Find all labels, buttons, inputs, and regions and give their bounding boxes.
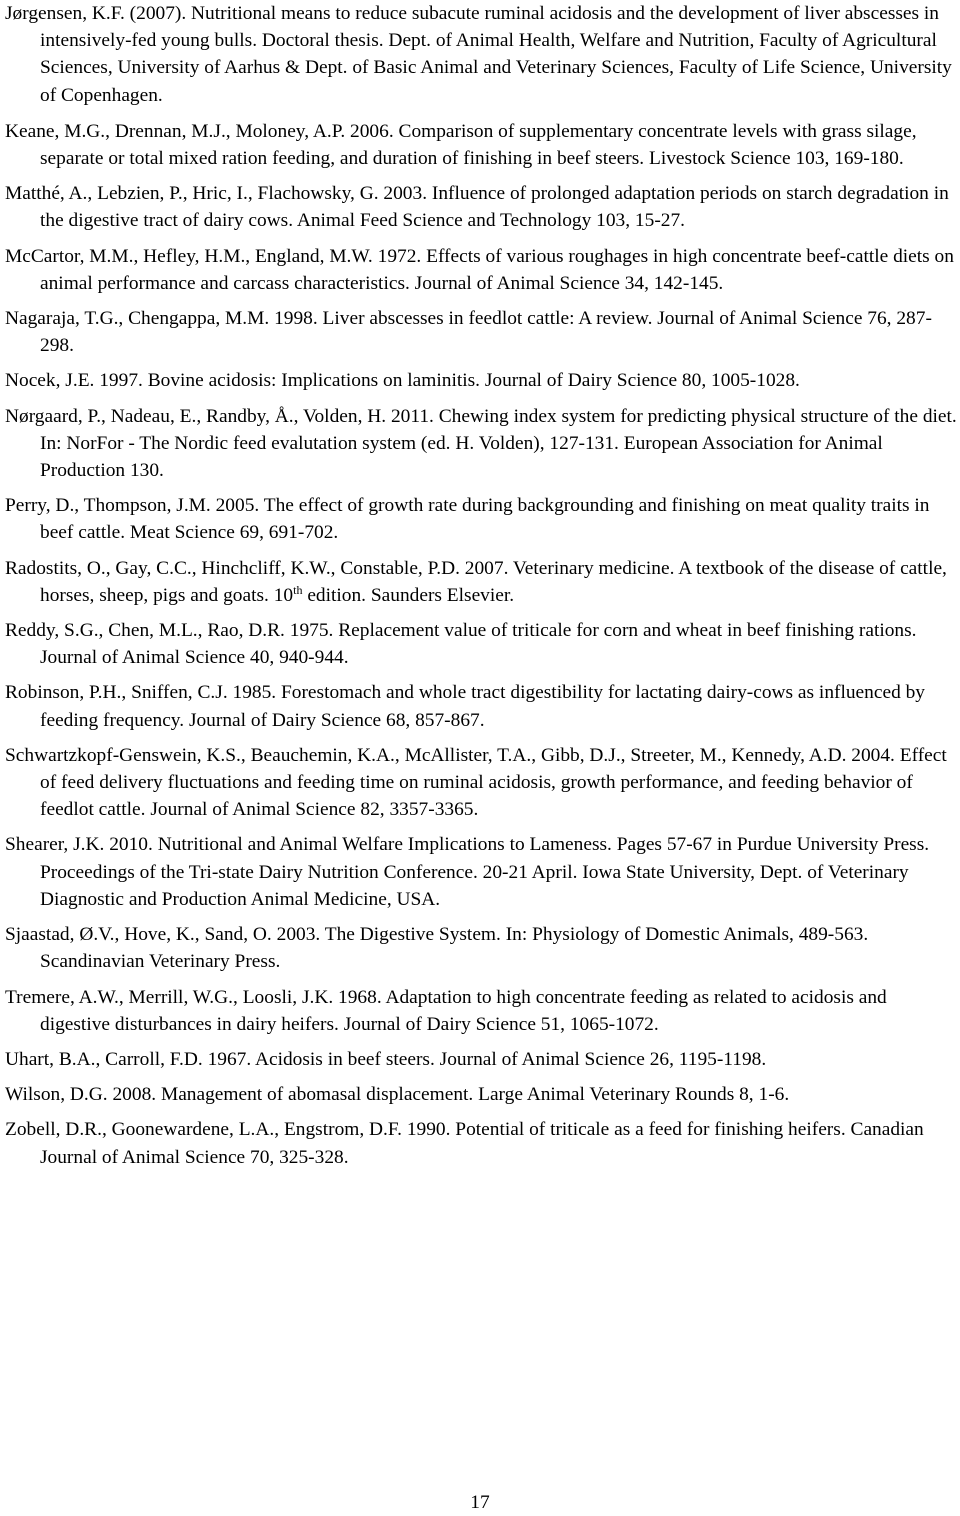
reference-entry: Reddy, S.G., Chen, M.L., Rao, D.R. 1975. Replacement value of triticale for corn and wheat in beef finishing rations. Journal of Animal Science 40, 940-944.: [5, 620, 917, 669]
page-number: 17: [470, 1492, 490, 1513]
reference-entry: Zobell, D.R., Goonewardene, L.A., Engstrom, D.F. 1990. Potential of triticale as a feed for finishing heifers. Canadian Journal of Animal Science 70, 325-328.: [5, 1119, 924, 1168]
reference-text: Radostits, O., Gay, C.C., Hinchcliff, K.W., Constable, P.D. 2007. Veterinary medicine. A textbook of the disease of cattle, horses, sheep, pigs and goats. 10: [5, 557, 947, 606]
reference-entry: Uhart, B.A., Carroll, F.D. 1967. Acidosis in beef steers. Journal of Animal Science 26, 1195-1198.: [5, 1048, 767, 1070]
reference-entry: Perry, D., Thompson, J.M. 2005. The effect of growth rate during backgrounding and finishing on meat quality traits in beef cattle. Meat Science 69, 691-702.: [5, 495, 930, 544]
reference-entry: Nocek, J.E. 1997. Bovine acidosis: Implications on laminitis. Journal of Dairy Science 80, 1005-1028.: [5, 370, 800, 392]
reference-entry: Nagaraja, T.G., Chengappa, M.M. 1998. Liver abscesses in feedlot cattle: A review. Journal of Animal Science 76, 287-298.: [5, 308, 932, 357]
reference-entry: Tremere, A.W., Merrill, W.G., Loosli, J.K. 1968. Adaptation to high concentrate feeding as related to acidosis and digestive disturbances in dairy heifers. Journal of Dairy Science 51, 1065-1072.: [5, 986, 887, 1035]
reference-entry: [5, 555, 958, 609]
reference-text: edition. Saunders Elsevier.: [302, 584, 515, 606]
reference-entry: Sjaastad, Ø.V., Hove, K., Sand, O. 2003. The Digestive System. In: Physiology of Domestic Animals, 489-563. Scandinavian Veterinary Press.: [5, 924, 869, 973]
ordinal-superscript: th: [293, 582, 303, 597]
reference-entry: Wilson, D.G. 2008. Management of abomasal displacement. Large Animal Veterinary Rounds 8, 1-6.: [5, 1084, 790, 1106]
reference-entry: Robinson, P.H., Sniffen, C.J. 1985. Forestomach and whole tract digestibility for lactating dairy-cows as influenced by feeding frequency. Journal of Dairy Science 68, 857-867.: [5, 682, 926, 731]
reference-entry: Nørgaard, P., Nadeau, E., Randby, Å., Volden, H. 2011. Chewing index system for predicting physical structure of the diet. In: NorFor - The Nordic feed evalutation system (ed. H. Volden), 127-131. European Association for Animal Production 130.: [5, 405, 957, 482]
reference-entry: Shearer, J.K. 2010. Nutritional and Animal Welfare Implications to Lameness. Pages 57-67 in Purdue University Press. Proceedings of the Tri-state Dairy Nutrition Conference. 20-21 April. Iowa State University, Dept. of Veterinary Diagnostic and Production Animal Medicine, USA.: [5, 834, 930, 910]
reference-entry: Matthé, A., Lebzien, P., Hric, I., Flachowsky, G. 2003. Influence of prolonged adaptation periods on starch degradation in the digestive tract of dairy cows. Animal Feed Science and Technology 103, 15-27.: [5, 183, 949, 232]
reference-list: [5, 0, 958, 1179]
reference-entry: McCartor, M.M., Hefley, H.M., England, M.W. 1972. Effects of various roughages in high concentrate beef-cattle diets on animal performance and carcass characteristics. Journal of Animal Science 34, 142-145.: [5, 245, 954, 294]
reference-entry: Jørgensen, K.F. (2007). Nutritional means to reduce subacute ruminal acidosis and the development of liver abscesses in intensively-fed young bulls. Doctoral thesis. Dept. of Animal Health, Welfare and Nutrition, Faculty of Agricultural Sciences, University of Aarhus & Dept. of Basic Animal and Veterinary Sciences, Faculty of Life Science, University of Copenhagen.: [5, 3, 952, 106]
reference-entry: Keane, M.G., Drennan, M.J., Moloney, A.P. 2006. Comparison of supplementary concentrate levels with grass silage, separate or total mixed ration feeding, and duration of finishing in beef steers. Livestock Science 103, 169-180.: [5, 120, 917, 170]
reference-entry: Schwartzkopf-Genswein, K.S., Beauchemin, K.A., McAllister, T.A., Gibb, D.J., Streeter, M., Kennedy, A.D. 2004. Effect of feed delivery fluctuations and feeding time on ruminal acidosis, growth performance, and feeding behavior of feedlot cattle. Journal of Animal Science 82, 3357-3365.: [5, 744, 947, 821]
